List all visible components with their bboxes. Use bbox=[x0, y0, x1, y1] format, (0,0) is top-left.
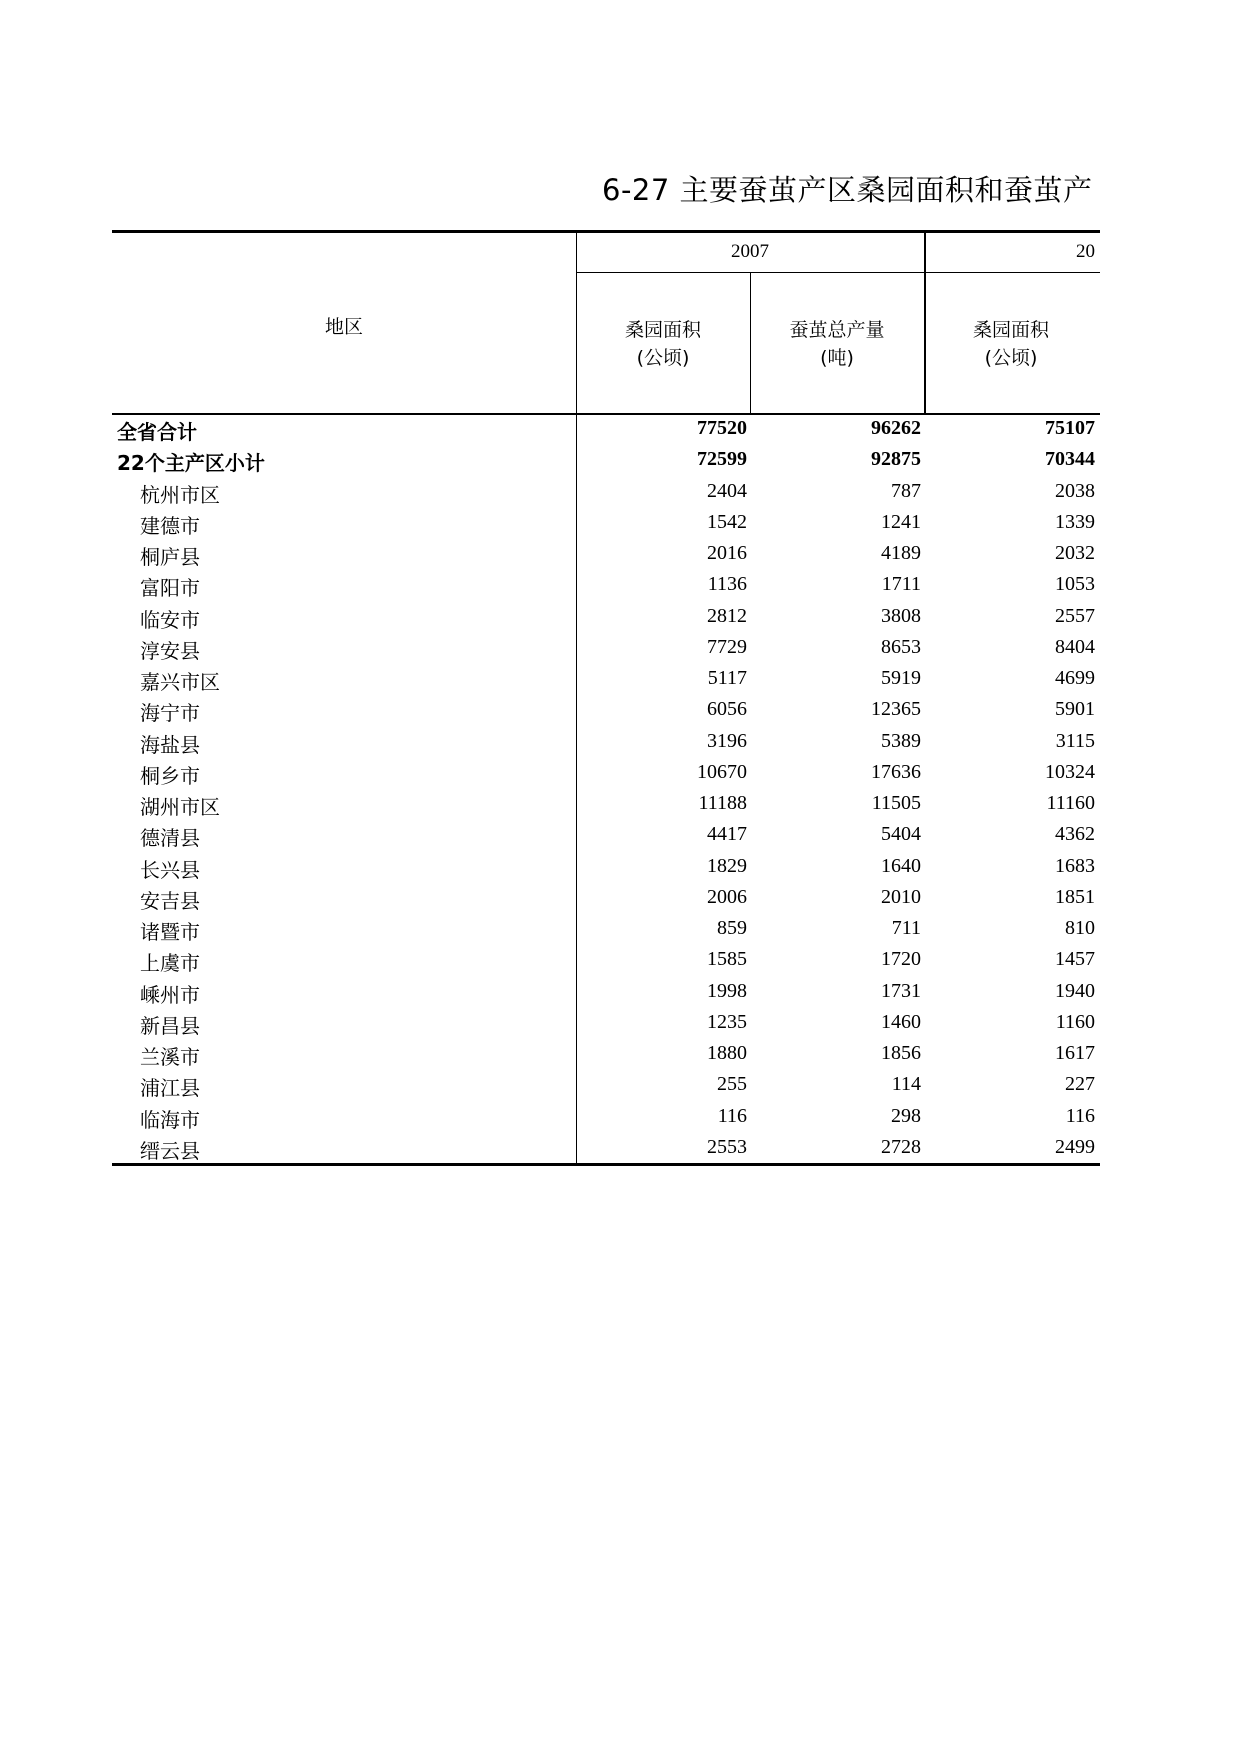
row-region: 淳安县 bbox=[140, 638, 200, 663]
row-value-output-2007: 1241 bbox=[881, 510, 921, 533]
table-row bbox=[112, 1038, 1100, 1069]
row-region: 安吉县 bbox=[140, 888, 200, 913]
row-value-area-next: 2499 bbox=[1055, 1135, 1095, 1158]
row-value-output-2007: 3808 bbox=[881, 604, 921, 627]
row-value-area-2007: 1998 bbox=[707, 979, 747, 1002]
row-value-area-next: 5901 bbox=[1055, 698, 1095, 721]
table-body bbox=[112, 413, 1100, 1163]
row-value-area-next: 116 bbox=[1065, 1104, 1095, 1127]
row-region: 海宁市 bbox=[140, 701, 200, 726]
row-region: 海盐县 bbox=[140, 732, 200, 757]
row-value-output-2007: 12365 bbox=[871, 698, 921, 721]
row-value-output-2007: 1720 bbox=[881, 948, 921, 971]
row-region: 新昌县 bbox=[140, 1013, 200, 1038]
row-value-area-2007: 2404 bbox=[707, 479, 747, 502]
row-value-area-2007: 77520 bbox=[697, 417, 747, 439]
region-header: 地区 bbox=[324, 316, 363, 338]
table-row bbox=[112, 819, 1100, 850]
row-value-output-2007: 1711 bbox=[881, 573, 921, 596]
row-region: 桐乡市 bbox=[140, 763, 200, 788]
row-value-output-2007: 1460 bbox=[881, 1010, 921, 1033]
row-value-area-next: 1851 bbox=[1055, 885, 1095, 908]
col1-header bbox=[576, 316, 750, 372]
row-value-output-2007: 298 bbox=[891, 1104, 921, 1127]
table-row bbox=[112, 444, 1100, 475]
col3-unit: (公顷) bbox=[984, 347, 1038, 369]
row-value-area-2007: 72599 bbox=[697, 448, 747, 471]
row-value-area-next: 75107 bbox=[1045, 417, 1095, 439]
col3-header bbox=[924, 316, 1098, 372]
table-row bbox=[112, 663, 1100, 694]
row-value-output-2007: 5919 bbox=[881, 667, 921, 689]
table-row bbox=[112, 1007, 1100, 1038]
row-value-output-2007: 96262 bbox=[871, 417, 921, 439]
row-value-area-next: 1339 bbox=[1055, 510, 1095, 533]
table-row bbox=[112, 507, 1100, 538]
row-value-area-next: 70344 bbox=[1045, 448, 1095, 471]
row-value-output-2007: 2010 bbox=[881, 885, 921, 908]
row-value-area-next: 2038 bbox=[1055, 479, 1095, 502]
row-value-area-next: 4362 bbox=[1055, 823, 1095, 846]
row-value-output-2007: 11505 bbox=[871, 792, 921, 814]
col2-label: 蚕茧总产量 bbox=[789, 319, 885, 341]
table-row bbox=[112, 1069, 1100, 1100]
row-value-output-2007: 5389 bbox=[881, 729, 921, 752]
top-rule bbox=[112, 230, 1100, 233]
row-region: 嘉兴市区 bbox=[140, 670, 220, 694]
col1-label: 桑园面积 bbox=[624, 319, 701, 341]
col2-header bbox=[750, 316, 924, 372]
table-row bbox=[112, 632, 1100, 663]
row-value-area-2007: 1829 bbox=[707, 854, 747, 877]
row-value-output-2007: 8653 bbox=[881, 635, 921, 658]
table-row bbox=[112, 882, 1100, 913]
row-value-area-2007: 7729 bbox=[707, 635, 747, 658]
table-row bbox=[112, 1101, 1100, 1132]
row-value-area-next: 1053 bbox=[1055, 573, 1095, 596]
bottom-rule bbox=[112, 1163, 1100, 1166]
row-region: 富阳市 bbox=[140, 576, 200, 601]
row-value-area-2007: 116 bbox=[717, 1104, 747, 1127]
row-value-area-next: 1940 bbox=[1055, 979, 1095, 1002]
row-value-area-next: 2032 bbox=[1055, 542, 1095, 564]
col3-label: 桑园面积 bbox=[972, 319, 1049, 341]
row-region: 缙云县 bbox=[140, 1138, 200, 1163]
table-row bbox=[112, 976, 1100, 1007]
row-value-output-2007: 114 bbox=[891, 1073, 921, 1096]
row-value-output-2007: 2728 bbox=[881, 1135, 921, 1158]
row-value-area-next: 8404 bbox=[1055, 635, 1095, 658]
row-region: 长兴县 bbox=[140, 857, 200, 882]
row-value-area-2007: 859 bbox=[717, 917, 747, 939]
row-region: 临海市 bbox=[140, 1107, 200, 1132]
row-value-area-2007: 10670 bbox=[697, 760, 747, 783]
row-region: 杭州市区 bbox=[140, 482, 220, 507]
year-next: 20 bbox=[1076, 241, 1095, 262]
table-row bbox=[112, 1132, 1100, 1163]
table-row bbox=[112, 413, 1100, 444]
row-value-area-2007: 11188 bbox=[698, 792, 747, 814]
row-value-area-next: 1160 bbox=[1055, 1010, 1095, 1033]
row-value-area-2007: 4417 bbox=[707, 823, 747, 846]
row-value-output-2007: 711 bbox=[891, 917, 921, 939]
row-value-output-2007: 787 bbox=[891, 479, 921, 502]
row-value-area-next: 10324 bbox=[1045, 760, 1095, 783]
row-value-area-next: 3115 bbox=[1055, 729, 1095, 752]
row-value-area-2007: 1136 bbox=[707, 573, 747, 596]
table-row bbox=[112, 757, 1100, 788]
row-value-area-2007: 1880 bbox=[707, 1042, 747, 1064]
row-value-area-next: 1683 bbox=[1055, 854, 1095, 877]
year-2007: 2007 bbox=[731, 241, 769, 262]
row-value-area-next: 4699 bbox=[1055, 667, 1095, 689]
row-value-area-2007: 1235 bbox=[707, 1010, 747, 1033]
row-region: 全省合计 bbox=[117, 420, 197, 444]
row-region: 桐庐县 bbox=[140, 545, 200, 569]
row-value-area-2007: 6056 bbox=[707, 698, 747, 721]
row-value-area-2007: 2553 bbox=[707, 1135, 747, 1158]
row-value-area-2007: 3196 bbox=[707, 729, 747, 752]
col2-unit: (吨) bbox=[820, 347, 854, 369]
row-value-area-next: 810 bbox=[1065, 917, 1095, 939]
row-value-area-2007: 2016 bbox=[707, 542, 747, 564]
row-value-output-2007: 92875 bbox=[871, 448, 921, 471]
row-region: 临安市 bbox=[140, 607, 200, 632]
row-value-output-2007: 1731 bbox=[881, 979, 921, 1002]
row-region: 浦江县 bbox=[140, 1076, 200, 1101]
row-region: 兰溪市 bbox=[140, 1045, 200, 1069]
row-region: 诸暨市 bbox=[140, 920, 200, 944]
row-value-area-2007: 1585 bbox=[707, 948, 747, 971]
row-value-area-next: 2557 bbox=[1055, 604, 1095, 627]
row-value-area-next: 1617 bbox=[1055, 1042, 1095, 1064]
table-row bbox=[112, 851, 1100, 882]
table-row bbox=[112, 538, 1100, 569]
table-row bbox=[112, 694, 1100, 725]
page-title: 6-27 主要蚕茧产区桑园面积和蚕茧产 bbox=[602, 173, 1093, 207]
table-row bbox=[112, 726, 1100, 757]
year-underline bbox=[576, 272, 1100, 273]
table-row bbox=[112, 944, 1100, 975]
row-region: 德清县 bbox=[140, 826, 200, 851]
table-row bbox=[112, 601, 1100, 632]
row-value-output-2007: 4189 bbox=[881, 542, 921, 564]
table-row bbox=[112, 788, 1100, 819]
row-value-area-2007: 1542 bbox=[707, 510, 747, 533]
row-region: 22个主产区小计 bbox=[117, 451, 265, 476]
row-value-output-2007: 5404 bbox=[881, 823, 921, 846]
row-value-area-2007: 255 bbox=[717, 1073, 747, 1096]
row-value-area-2007: 5117 bbox=[707, 667, 747, 689]
table-row bbox=[112, 476, 1100, 507]
row-region: 湖州市区 bbox=[140, 795, 220, 819]
row-region: 建德市 bbox=[140, 513, 200, 538]
row-value-area-next: 11160 bbox=[1046, 792, 1095, 814]
row-region: 嵊州市 bbox=[140, 982, 200, 1007]
row-value-area-next: 1457 bbox=[1055, 948, 1095, 971]
table-row bbox=[112, 913, 1100, 944]
col1-unit: (公顷) bbox=[636, 347, 690, 369]
row-value-area-2007: 2006 bbox=[707, 885, 747, 908]
row-value-area-2007: 2812 bbox=[707, 604, 747, 627]
row-value-output-2007: 17636 bbox=[871, 760, 921, 783]
row-value-area-next: 227 bbox=[1065, 1073, 1095, 1096]
row-region: 上虞市 bbox=[140, 951, 200, 976]
table-row bbox=[112, 569, 1100, 600]
row-value-output-2007: 1640 bbox=[881, 854, 921, 877]
row-value-output-2007: 1856 bbox=[881, 1042, 921, 1064]
